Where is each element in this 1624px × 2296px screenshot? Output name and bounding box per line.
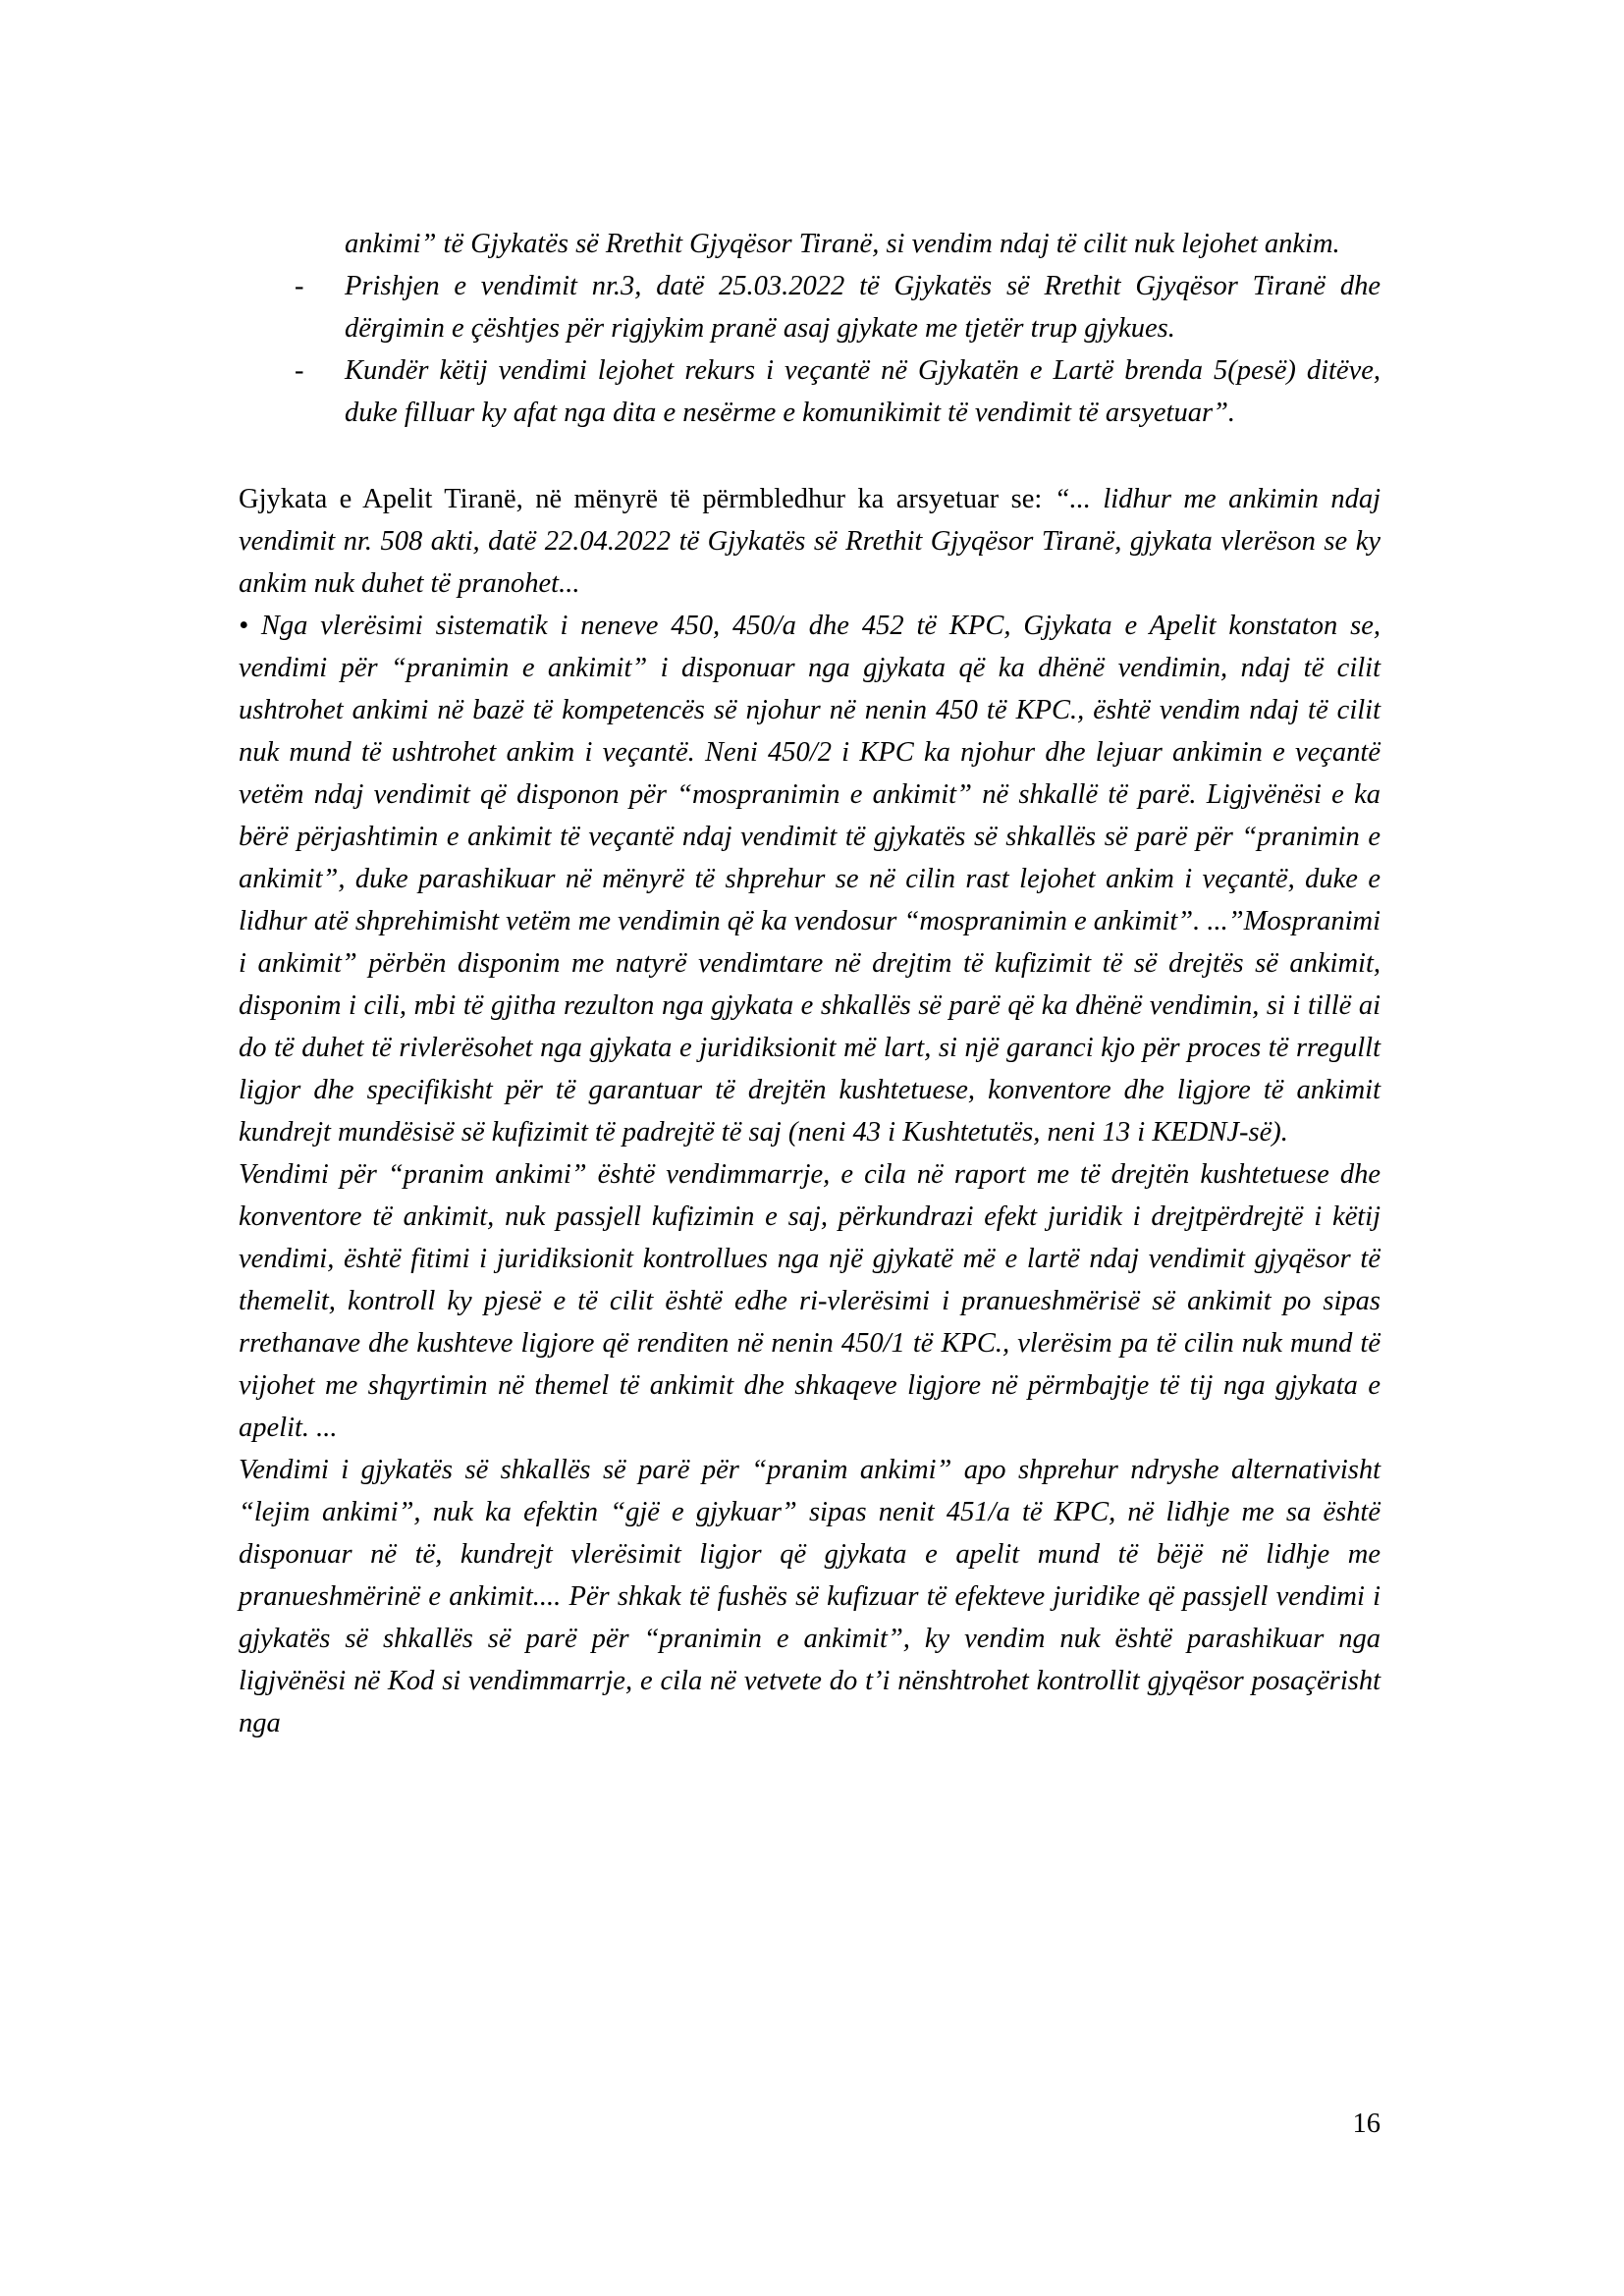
list-item (239, 349, 1380, 434)
intro-lead-text: Gjykata e Apelit Tiranë, në mënyrë të përmbledhur ka arsyetuar se: (239, 484, 1055, 514)
list-marker: - (295, 271, 304, 301)
list-item-text: ankimi” të Gjykatës së Rrethit Gjyqësor Tiranë, si vendim ndaj të cilit nuk lejohet ankim. (345, 229, 1340, 259)
intro-quote-text: “... lidhur me ankimin ndaj vendimit nr. 508 akti, datë 22.04.2022 të Gjykatës së Rrethit Gjyqësor Tiranë, gjykata vlerëson se ky ankim nuk duhet të pranohet... (239, 484, 1380, 599)
document-body (239, 223, 1380, 1744)
list-item-text: Kundër këtij vendimi lejohet rekurs i veçantë në Gjykatën e Lartë brenda 5(pesë) ditëve, duke filluar ky afat nga dita e nesërme e komunikimit të vendimit të arsyetuar”. (345, 355, 1380, 428)
body-paragraph: • Nga vlerësimi sistematik i neneve 450, 450/a dhe 452 të KPC, Gjykata e Apelit konstaton se, vendimi për “pranimin e ankimit” i disponuar nga gjykata që ka dhënë vendimin, ndaj të cilit ushtrohet ankimi në bazë të kompetencës së njohur në nenin 450 të KPC., është vendim ndaj të cilit nuk mund të ushtrohet ankim i veçantë. Neni 450/2 i KPC ka njohur dhe lejuar ankimin e veçantë vetëm ndaj vendimit që disponon për “mospranimin e ankimit” në shkallë të parë. Ligjvënësi e ka bërë përjashtimin e ankimit të veçantë ndaj vendimit të gjykatës së shkallës së parë për “pranimin e ankimit”, duke parashikuar në mënyrë të shprehur se në cilin rast lejohet ankim i veçantë, duke e lidhur atë shprehimisht vetëm me vendimin që ka vendosur “mospranimin e ankimit”. ...”Mospranimi i ankimit” përbën disponim me natyrë vendimtare në drejtim të kufizimit të së drejtës së ankimit, disponim i cili, mbi të gjitha rezulton nga gjykata e shkallës së parë që ka dhënë vendimin, si i tillë ai do të duhet të rivlerësohet nga gjykata e juridiksionit më lart, si një garanci kjo për proces të rregullt ligjor dhe specifikisht për të garantuar të drejtën kushtetuese, konventore dhe ligjore të ankimit kundrejt mundësisë së kufizimit të padrejtë të saj (neni 43 i Kushtetutës, neni 13 i KEDNJ-së). (239, 611, 1380, 1148)
list-item (239, 265, 1380, 349)
intro-paragraph (239, 478, 1380, 605)
body-paragraph: Vendimi i gjykatës së shkallës së parë për “pranim ankimi” apo shprehur ndryshe alternativisht “lejim ankimi”, nuk ka efektin “gjë e gjykuar” sipas nenit 451/a të KPC, në lidhje me sa është disponuar në të, kundrejt vlerësimit ligjor që gjykata e apelit mund të bëjë në lidhje me pranueshmërinë e ankimit.... Për shkak të fushës së kufizuar të efekteve juridike që passjell vendimi i gjykatës së shkallës së parë për “pranimin e ankimit”, ky vendim nuk është parashikuar nga ligjvënësi në Kod si vendimmarrje, e cila në vetvete do t’i nënshtrohet kontrollit gjyqësor posaçërisht nga (239, 1455, 1380, 1738)
page-number: 16 (1352, 2109, 1380, 2139)
body-paragraph: Vendimi për “pranim ankimi” është vendimmarrje, e cila në raport me të drejtën kushtetuese dhe konventore të ankimit, nuk passjell kufizimin e saj, përkundrazi efekt juridik i drejtpërdrejtë i këtij vendimi, është fitimi i juridiksionit kontrollues nga një gjykatë më e lartë ndaj vendimit gjyqësor të themelit, kontroll ky pjesë e të cilit është edhe ri-vlerësimi i pranueshmërisë së ankimit po sipas rrethanave dhe kushteve ligjore që renditen në nenin 450/1 të KPC., vlerësim pa të cilin nuk mund të vijohet me shqyrtimin në themel të ankimit dhe shkaqeve ligjore në përmbajtje të tij nga gjykata e apelit. ... (239, 1159, 1380, 1443)
list-item (239, 223, 1380, 265)
list-marker: - (295, 355, 304, 386)
list-item-text: Prishjen e vendimit nr.3, datë 25.03.2022 të Gjykatës së Rrethit Gjyqësor Tiranë dhe dërgimin e çështjes për rigjykim pranë asaj gjykate me tjetër trup gjykues. (345, 271, 1380, 344)
blank-line (239, 434, 1380, 478)
